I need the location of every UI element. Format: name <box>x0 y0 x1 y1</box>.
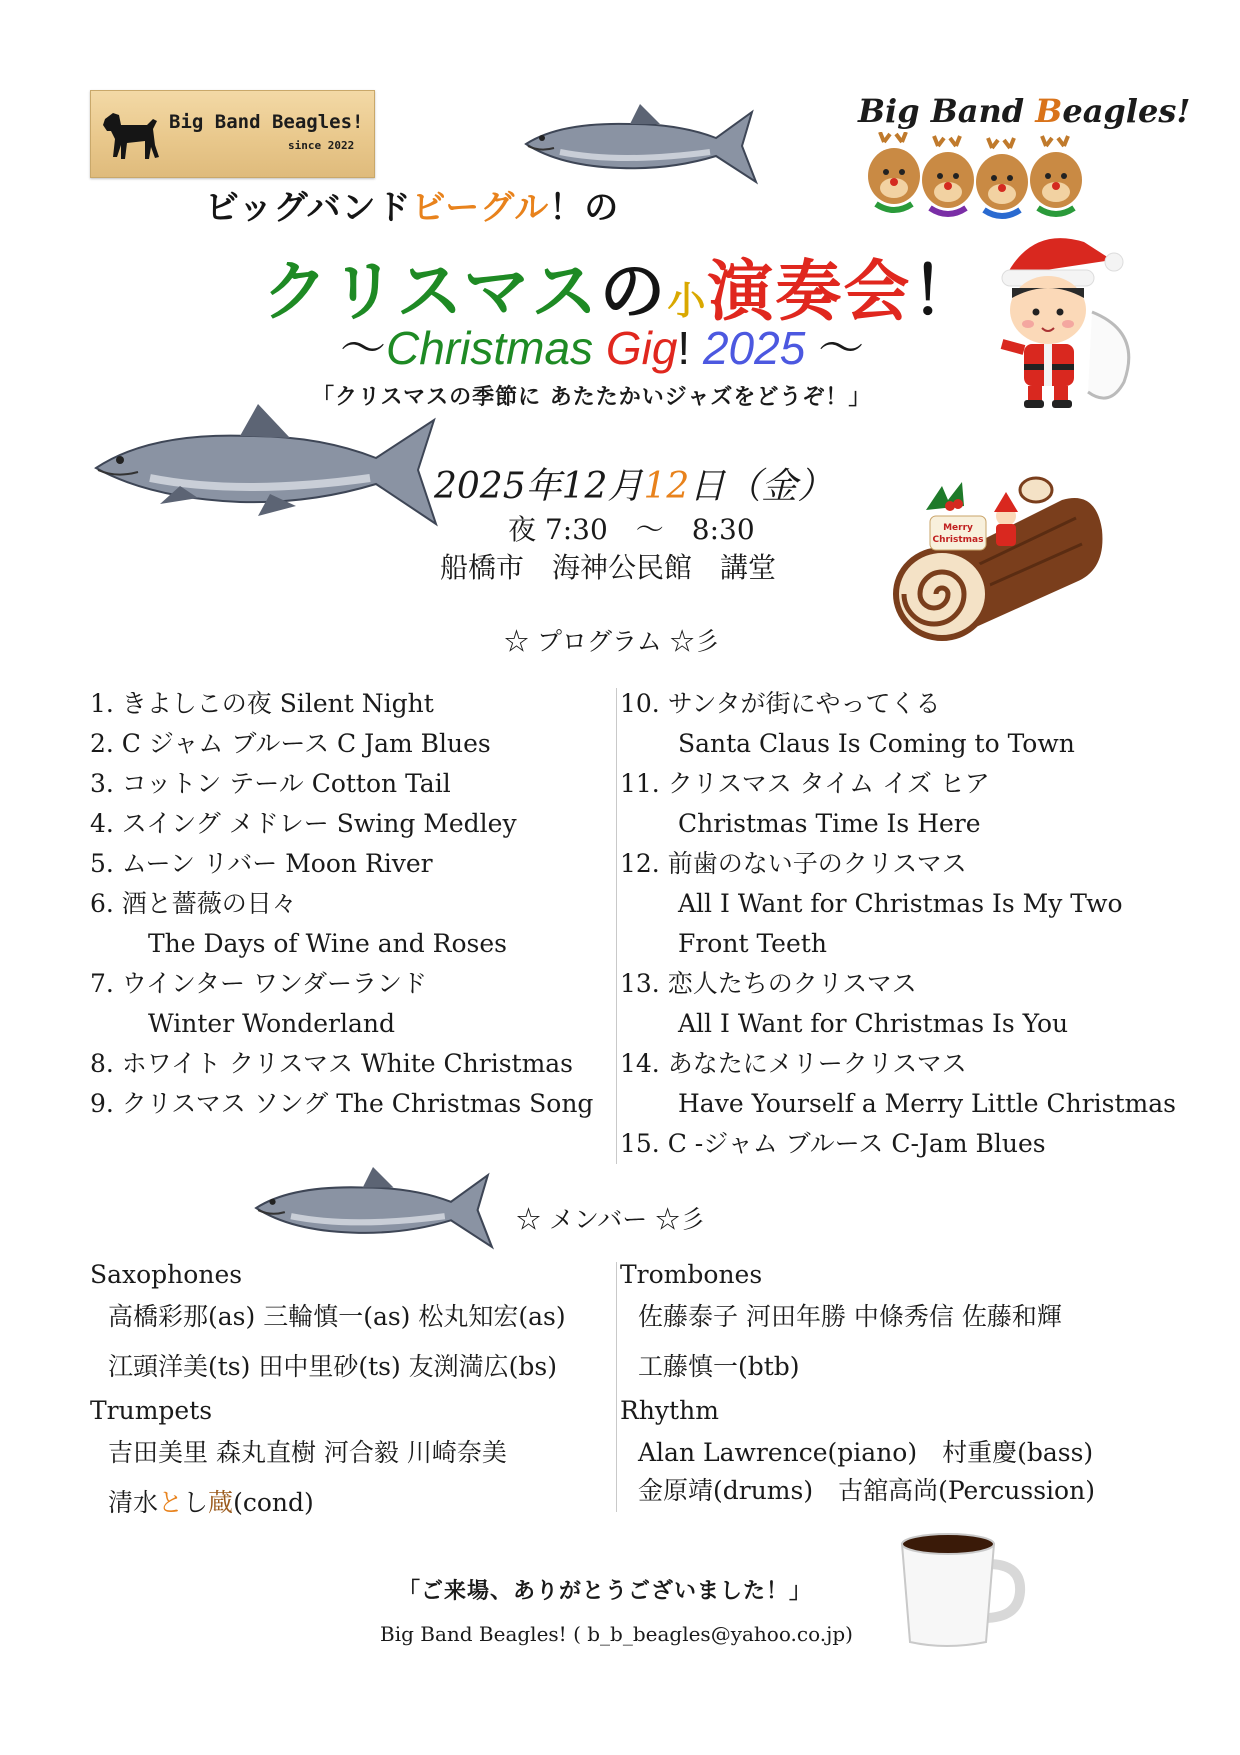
tb-row-1: 佐藤泰子 河田年勝 中條秀信 佐藤和輝 <box>638 1302 1062 1331</box>
tp-row-2-c: し <box>183 1488 209 1517</box>
contact-line: Big Band Beagles! ( b_b_beagles@yahoo.co.jp) <box>380 1622 853 1646</box>
tagline: 「クリスマスの季節に あたたかいジャズをどうぞ！」 <box>312 385 872 410</box>
program-item: 1. きよしこの夜 Silent Night <box>90 689 434 718</box>
beagle-logo-icon <box>99 101 163 167</box>
program-heading: ☆ プログラム ☆彡 <box>504 627 720 656</box>
salmon-icon <box>250 1160 496 1256</box>
logo-since: since 2022 <box>288 139 355 152</box>
members-right <box>620 1258 1095 1510</box>
tp-row-2-b: と <box>158 1488 184 1517</box>
section-trombones: Trombones <box>620 1260 763 1289</box>
brand-heading-b: B <box>1035 92 1063 130</box>
brand-heading <box>858 92 1190 130</box>
program-item: All I Want for Christmas Is You <box>678 1009 1069 1038</box>
rh-row-1: Alan Lawrence(piano) 村重慶(bass) <box>638 1438 1094 1467</box>
santa-child-icon <box>992 232 1138 412</box>
title-part-b: の <box>599 253 668 330</box>
reindeer-icon <box>862 132 1102 236</box>
program-item: Santa Claus Is Coming to Town <box>678 729 1075 758</box>
program-item: 8. ホワイト クリスマス White Christmas <box>90 1049 574 1078</box>
subtitle-gig: Gig <box>605 322 678 374</box>
organizer-part-c: ！の <box>549 188 620 228</box>
program-item: All I Want for Christmas Is My Two <box>678 889 1123 918</box>
salmon-icon <box>90 398 440 536</box>
program-list-right <box>620 684 1176 1164</box>
program-item: Christmas Time Is Here <box>678 809 981 838</box>
date-part-a: 2025年12月 <box>434 466 644 507</box>
subtitle-tilde-left: 〜 <box>340 322 386 374</box>
section-rhythm: Rhythm <box>620 1396 719 1425</box>
title-part-a: クリスマス <box>262 253 600 330</box>
organizer-part-b: ビーグル <box>411 188 550 228</box>
salmon-icon <box>520 98 760 190</box>
members-heading: ☆ メンバー ☆彡 <box>516 1205 706 1234</box>
organizer-part-a: ビッグバンド <box>205 188 412 228</box>
members-left <box>90 1258 566 1528</box>
date-day: 12 <box>643 466 690 507</box>
tp-row-2-a: 清水 <box>108 1488 159 1517</box>
event-venue: 船橋市 海神公民館 講堂 <box>440 551 777 584</box>
yule-log-cake-icon <box>886 470 1106 648</box>
program-item: Have Yourself a Merry Little Christmas <box>678 1089 1176 1118</box>
program-item: 13. 恋人たちのクリスマス <box>620 969 917 998</box>
tp-row-2 <box>90 1478 566 1528</box>
program-item: 2. C ジャム ブルース C Jam Blues <box>90 729 491 758</box>
brand-heading-part1: Big Band <box>858 92 1036 130</box>
logo-name: Big Band Beagles! <box>169 111 364 133</box>
subtitle-tilde-right: 〜 <box>805 322 865 374</box>
program-item: Front Teeth <box>678 929 827 958</box>
program-item: 9. クリスマス ソング The Christmas Song <box>90 1089 594 1118</box>
tp-row-2-e: (cond) <box>233 1488 314 1517</box>
title-part-d: 演奏会 <box>707 253 912 330</box>
date-part-b: 日（金） <box>689 466 834 507</box>
tp-row-2-d: 蔵 <box>208 1488 234 1517</box>
tp-row-1: 吉田美里 森丸直樹 河合毅 川崎奈美 <box>108 1438 507 1467</box>
members-divider <box>616 1262 617 1512</box>
program-item: Winter Wonderland <box>148 1009 395 1038</box>
program-item: 3. コットン テール Cotton Tail <box>90 769 451 798</box>
program-item: 6. 酒と薔薇の日々 <box>90 889 297 918</box>
subtitle <box>340 312 864 378</box>
section-trumpets: Trumpets <box>90 1396 213 1425</box>
program-divider <box>616 688 617 1164</box>
coffee-cup-icon <box>896 1530 1026 1652</box>
subtitle-christmas: Christmas <box>386 322 606 374</box>
program-item: 14. あなたにメリークリスマス <box>620 1049 967 1078</box>
sax-row-1: 高橋彩那(as) 三輪慎一(as) 松丸知宏(as) <box>108 1302 566 1331</box>
program-item: The Days of Wine and Roses <box>148 929 507 958</box>
subtitle-year: 2025 <box>702 322 806 374</box>
program-item: 10. サンタが街にやってくる <box>620 689 941 718</box>
program-item: 7. ウインター ワンダーランド <box>90 969 427 998</box>
band-logo-plaque <box>90 90 375 178</box>
program-item: 4. スイング メドレー Swing Medley <box>90 809 517 838</box>
program-item: 11. クリスマス タイム イズ ヒア <box>620 769 990 798</box>
cake-label-1: Merry <box>943 523 973 533</box>
thanks-message: 「ご来場、ありがとうございました！」 <box>398 1579 813 1604</box>
program-item: 12. 前歯のない子のクリスマス <box>620 849 967 878</box>
title-part-c: 小 <box>667 279 708 323</box>
event-time: 夜 7:30 〜 8:30 <box>508 513 755 546</box>
event-date <box>434 458 833 509</box>
title-part-e: ！ <box>911 253 980 330</box>
subtitle-exclaim: ! <box>677 322 703 374</box>
organizer-line <box>205 180 619 229</box>
brand-heading-part2: eagles! <box>1062 92 1191 130</box>
tb-row-2: 工藤慎一(btb) <box>638 1352 800 1381</box>
sax-row-2: 江頭洋美(ts) 田中里砂(ts) 友渕満広(bs) <box>108 1352 558 1381</box>
cake-label-2: Christmas <box>932 535 984 545</box>
program-list-left <box>90 684 593 1124</box>
rh-row-2: 金原靖(drums) 古舘高尚(Percussion) <box>638 1476 1095 1505</box>
program-item: 5. ムーン リバー Moon River <box>90 849 433 878</box>
section-saxophones: Saxophones <box>90 1260 243 1289</box>
program-item: 15. C -ジャム ブルース C-Jam Blues <box>620 1129 1046 1158</box>
